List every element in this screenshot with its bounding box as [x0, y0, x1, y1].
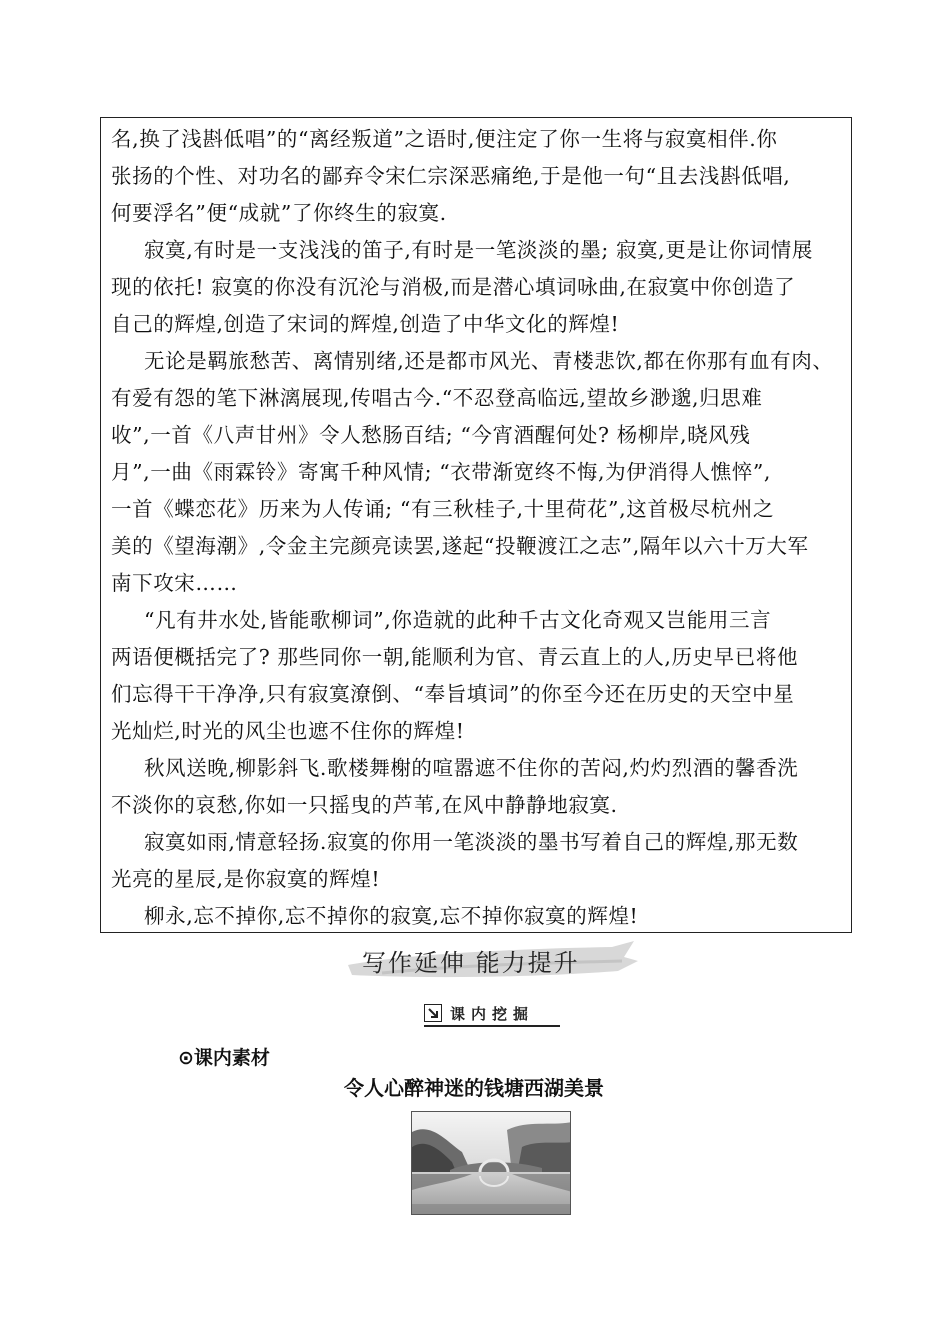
essay-line: 收”,一首《八声甘州》令人愁肠百结; “今宵酒醒何处? 杨柳岸,晓风残: [111, 423, 751, 447]
essay-line: 一首《蝶恋花》历来为人传诵; “有三秋桂子,十里荷花”,这首极尽杭州之: [111, 497, 774, 521]
subtag-label: 课内挖掘: [450, 1004, 535, 1023]
material-title: 令人心醉神迷的钱塘西湖美景: [344, 1076, 604, 1100]
essay-line: 现的依托! 寂寞的你没有沉沦与消极,而是潜心填词咏曲,在寂寞中你创造了: [111, 275, 796, 299]
essay-line: 柳永,忘不掉你,忘不掉你的寂寞,忘不掉你寂寞的辉煌!: [144, 904, 639, 928]
essay-line: 名,换了浅斟低唱”的“离经叛道”之语时,便注定了你一生将与寂寞相伴.你: [111, 127, 778, 151]
essay-line: 南下攻宋……: [111, 571, 238, 595]
essay-box: [100, 117, 852, 933]
subtag-underline: [424, 1025, 560, 1027]
essay-line: 月”,一曲《雨霖铃》寄寓千种风情; “衣带渐宽终不悔,为伊消得人憔悴”,: [111, 460, 772, 484]
essay-line: 何要浮名”便“成就”了你终生的寂寞.: [111, 201, 447, 225]
essay-line: 美的《望海潮》,令金主完颜亮读罢,遂起“投鞭渡江之志”,隔年以六十万大军: [111, 534, 809, 558]
west-lake-photo: [411, 1111, 571, 1215]
essay-line: 有爱有怨的笔下淋漓展现,传唱古今.“不忍登高临远,望故乡渺邈,归思难: [111, 386, 763, 410]
essay-line: 不淡你的哀愁,你如一只摇曳的芦苇,在风中静静地寂寞.: [111, 793, 618, 817]
essay-line: 秋风送晚,柳影斜飞.歌楼舞榭的喧嚣遮不住你的苦闷,灼灼烈酒的馨香洗: [144, 756, 799, 780]
essay-line: 寂寞,有时是一支浅浅的笛子,有时是一笔淡淡的墨; 寂寞,更是让你词情展: [144, 238, 813, 262]
essay-line: “凡有井水处,皆能歌柳词”,你造就的此种千古文化奇观又岂能用三言: [144, 608, 772, 632]
essay-line: 张扬的个性、对功名的鄙弃令宋仁宗深恶痛绝,于是他一句“且去浅斟低唱,: [111, 164, 791, 188]
essay-line: 光亮的星辰,是你寂寞的辉煌!: [111, 867, 381, 891]
essay-line: 寂寞如雨,情意轻扬.寂寞的你用一笔淡淡的墨书写着自己的辉煌,那无数: [144, 830, 799, 854]
material-label: ⊙课内素材: [178, 1047, 270, 1069]
essay-line: 光灿烂,时光的风尘也遮不住你的辉煌!: [111, 719, 465, 743]
arrow-down-right-icon: [424, 1004, 442, 1022]
banner-title: 写作延伸 能力提升: [362, 949, 580, 977]
essay-line: 们忘得干干净净,只有寂寞潦倒、“奉旨填词”的你至今还在历史的天空中星: [111, 682, 795, 706]
essay-line: 无论是羁旅愁苦、离情别绪,还是都市风光、青楼悲饮,都在你那有血有肉、: [144, 349, 834, 373]
subtag: [424, 999, 534, 1027]
essay-line: 自己的辉煌,创造了宋词的辉煌,创造了中华文化的辉煌!: [111, 312, 620, 336]
essay-line: 两语便概括完了? 那些同你一朝,能顺利为官、青云直上的人,历史早已将他: [111, 645, 799, 669]
section-banner: [342, 935, 642, 983]
